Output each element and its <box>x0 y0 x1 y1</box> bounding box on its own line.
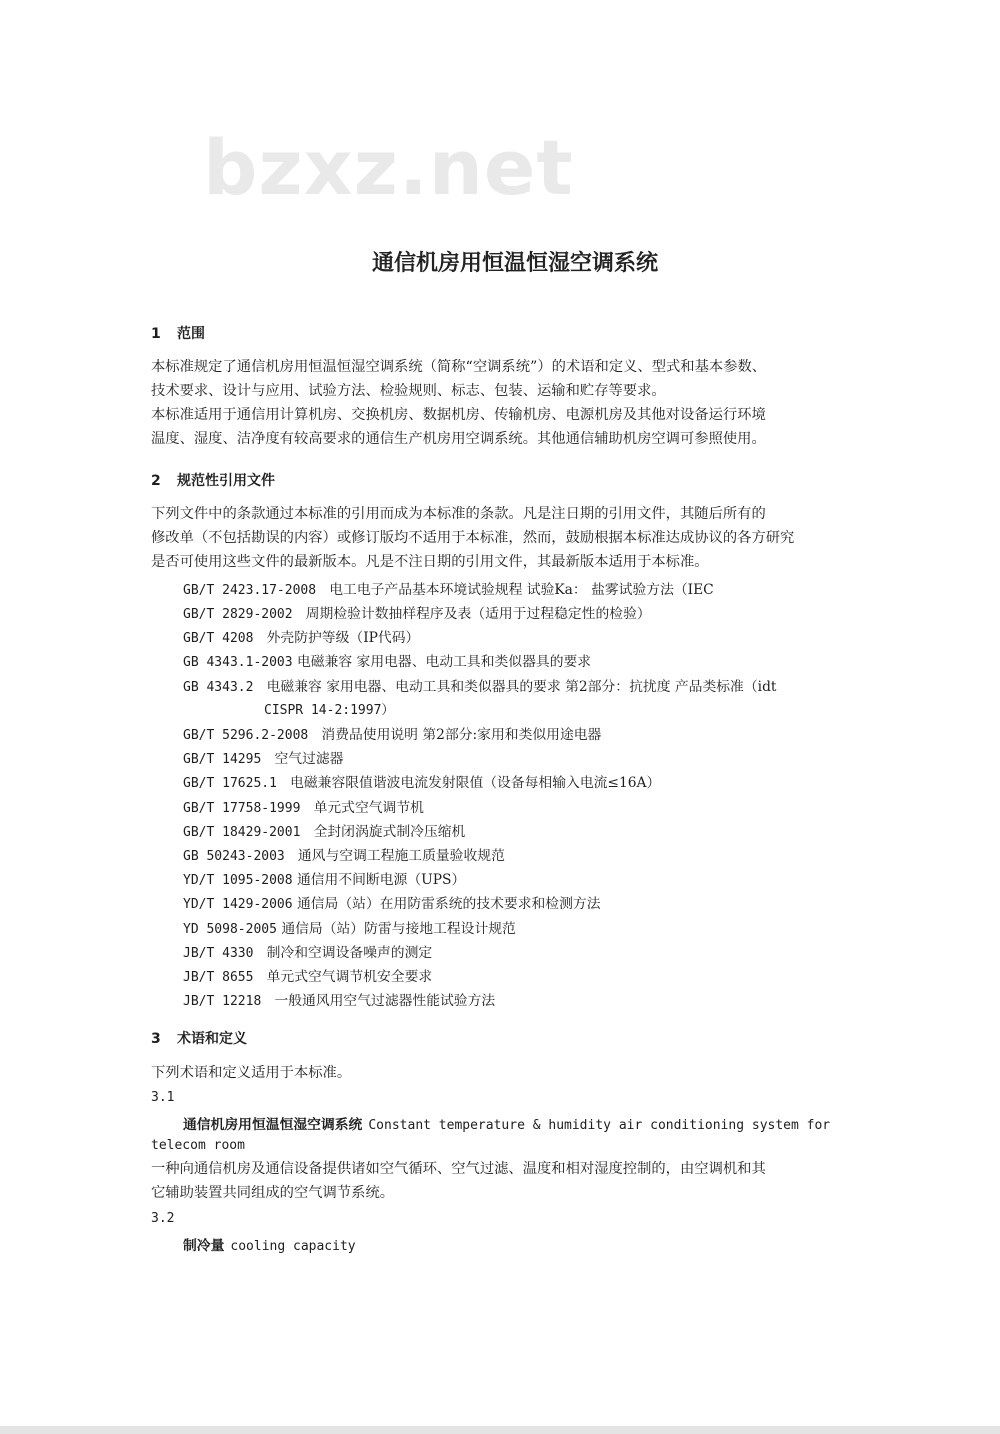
reference-item: GB/T 18429-2001 全封闭涡旋式制冷压缩机 <box>183 824 466 840</box>
reference-item: GB/T 14295 空气过滤器 <box>183 751 344 767</box>
definition-line: 一种向通信机房及通信设备提供诸如空气循环、空气过滤、温度和相对湿度控制的，由空调机和其 <box>151 1161 766 1177</box>
section-number: 1 <box>151 326 161 342</box>
watermark-logo: bzxz.net <box>203 123 574 212</box>
section-number: 2 <box>151 473 161 489</box>
reference-item: GB/T 4208 外壳防护等级（IP代码） <box>183 630 420 646</box>
term-name-zh: 通信机房用恒温恒湿空调系统 <box>183 1117 363 1133</box>
paragraph-line: 是否可使用这些文件的最新版本。凡是不注日期的引用文件，其最新版本适用于本标准。 <box>151 554 709 570</box>
section-3-heading <box>151 1028 247 1048</box>
reference-item: GB 50243-2003 通风与空调工程施工质量验收规范 <box>183 848 505 864</box>
section-number: 3 <box>151 1031 161 1047</box>
reference-item: GB/T 2423.17-2008 电工电子产品基本环境试验规程 试验Ka： 盐雾试验方法（IEC <box>183 582 714 598</box>
term-name-en: Constant temperature & humidity air conditioning system for <box>368 1118 831 1133</box>
reference-item: GB 4343.2 电磁兼容 家用电器、电动工具和类似器具的要求 第2部分：抗扰度 产品类标准（idt <box>183 679 777 695</box>
paragraph-line: 温度、湿度、洁净度有较高要求的通信生产机房用空调系统。其他通信辅助机房空调可参照使用。 <box>151 431 766 447</box>
paragraph-line: 下列术语和定义适用于本标准。 <box>151 1065 352 1081</box>
reference-item: YD 5098-2005 通信局（站）防雷与接地工程设计规范 <box>183 921 516 937</box>
section-2-heading <box>151 470 275 490</box>
reference-item: YD/T 1095-2008 通信用不间断电源（UPS） <box>183 872 466 888</box>
reference-item-continuation: CISPR 14-2:1997） <box>264 703 395 718</box>
term-entry <box>183 1113 830 1133</box>
definition-line: 它辅助装置共同组成的空气调节系统。 <box>151 1185 395 1201</box>
paragraph-line: 下列文件中的条款通过本标准的引用而成为本标准的条款。凡是注日期的引用文件，其随后所有的 <box>151 506 766 522</box>
reference-item: YD/T 1429-2006 通信局（站）在用防雷系统的技术要求和检测方法 <box>183 896 601 912</box>
paragraph-line: 修改单（不包括勘误的内容）或修订版均不适用于本标准，然而，鼓励根据本标准达成协议的各方研究 <box>151 530 795 546</box>
reference-item: JB/T 8655 单元式空气调节机安全要求 <box>183 969 433 985</box>
paragraph-line: 技术要求、设计与应用、试验方法、检验规则、标志、包装、运输和贮存等要求。 <box>151 383 666 399</box>
page-title: 通信机房用恒温恒湿空调系统 <box>371 251 658 276</box>
section-1-heading <box>151 323 205 343</box>
term-entry <box>183 1234 356 1254</box>
reference-item: GB/T 2829-2002 周期检验计数抽样程序及表（适用于过程稳定性的检验） <box>183 606 651 622</box>
reference-item: GB/T 17758-1999 单元式空气调节机 <box>183 800 424 816</box>
section-title: 术语和定义 <box>177 1031 247 1047</box>
clause-number: 3.2 <box>151 1211 175 1226</box>
term-name-en: cooling capacity <box>230 1239 356 1254</box>
page-bottom-edge <box>0 1426 1000 1434</box>
clause-number: 3.1 <box>151 1090 175 1105</box>
reference-item: JB/T 4330 制冷和空调设备噪声的测定 <box>183 945 433 961</box>
reference-item: GB 4343.1-2003 电磁兼容 家用电器、电动工具和类似器具的要求 <box>183 654 592 670</box>
reference-item: GB/T 5296.2-2008 消费品使用说明 第2部分:家用和类似用途电器 <box>183 727 602 743</box>
term-name-zh: 制冷量 <box>183 1238 225 1254</box>
term-name-en-continuation: telecom room <box>151 1138 245 1153</box>
reference-item: GB/T 17625.1 电磁兼容限值谐波电流发射限值（设备每相输入电流≤16A） <box>183 775 661 791</box>
reference-item: JB/T 12218 一般通风用空气过滤器性能试验方法 <box>183 993 496 1009</box>
paragraph-line: 本标准规定了通信机房用恒温恒湿空调系统（简称“空调系统”）的术语和定义、型式和基本参数、 <box>151 359 767 375</box>
paragraph-line: 本标准适用于通信用计算机房、交换机房、数据机房、传输机房、电源机房及其他对设备运行环境 <box>151 407 766 423</box>
section-title: 范围 <box>177 326 205 342</box>
section-title: 规范性引用文件 <box>177 473 275 489</box>
